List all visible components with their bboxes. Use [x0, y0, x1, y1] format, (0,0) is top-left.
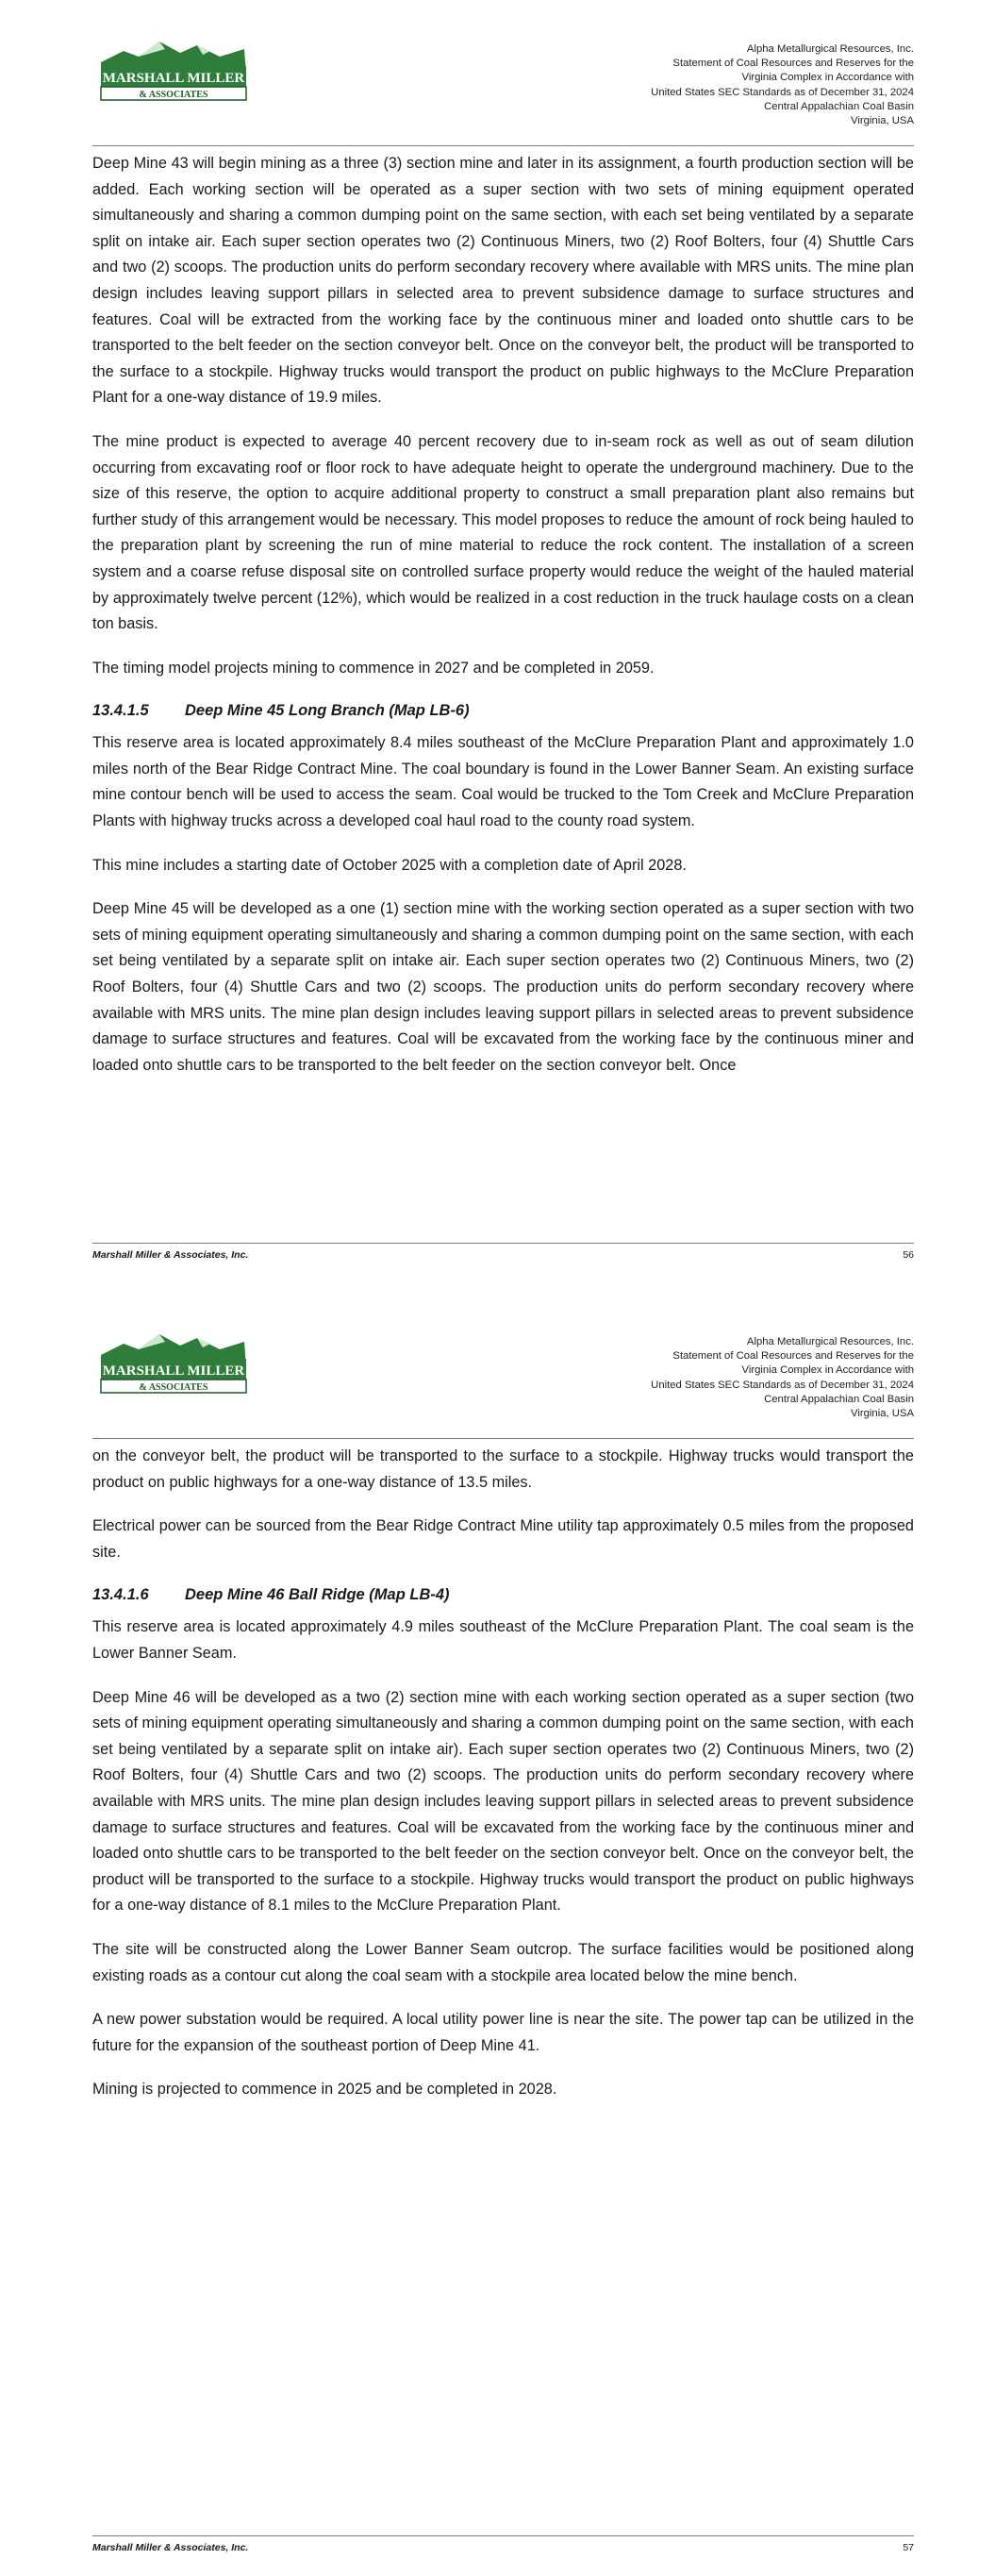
logo-line2: & ASSOCIATES: [139, 90, 208, 100]
header-line: Statement of Coal Resources and Reserves for the: [672, 58, 914, 70]
page-body: [92, 1444, 914, 2121]
paragraph: on the conveyor belt, the product will be transported to the surface to a stockpile. Highway trucks would transport the product on public highways for a one-way distance of 13.5 miles.: [92, 1447, 914, 1491]
footer-divider: [92, 2535, 914, 2536]
page-header: [651, 1335, 914, 1421]
paragraph: The site will be constructed along the Lower Banner Seam outcrop. The surface facilities would be positioned along existing roads as a contour cut along the coal seam with a stockpile area located below the mine bench.: [92, 1940, 914, 1984]
header-line: Virginia, USA: [851, 1408, 914, 1420]
header-line: Virginia, USA: [851, 115, 914, 127]
company-logo: [97, 34, 250, 106]
company-logo: [97, 1327, 250, 1398]
paragraph: A new power substation would be required. A local utility power line is near the site. The power tap can be utilized in the future for the expansion of the southeast portion of Deep Mine 41.: [92, 2011, 914, 2054]
paragraph: This reserve area is located approximately 8.4 miles southeast of the McClure Preparation Plant and approximately 1.0 miles north of the Bear Ridge Contract Mine. The coal boundary is found in the Lower Banner Seam. An existing surface mine contour bench will be used to access the seam. Coal would be trucked to the Tom Creek and McClure Preparation Plants with highway trucks across a developed coal haul road to the county road system.: [92, 734, 914, 830]
page-body: [92, 151, 914, 1096]
header-divider: [92, 145, 914, 146]
header-line: Central Appalachian Coal Basin: [764, 100, 914, 112]
paragraph: The timing model projects mining to commence in 2027 and be completed in 2059.: [92, 659, 655, 677]
header-line: Central Appalachian Coal Basin: [764, 1393, 914, 1405]
document-page: [0, 1293, 995, 2576]
paragraph: Mining is projected to commence in 2025 and be completed in 2028.: [92, 2081, 557, 2099]
page-number: 57: [903, 2542, 914, 2553]
header-line: Virginia Complex in Accordance with: [741, 72, 914, 84]
section-heading: [92, 1583, 914, 1606]
footer-firm-name: Marshall Miller & Associates, Inc.: [92, 1249, 249, 1261]
footer-divider: [92, 1243, 914, 1244]
document-page: [0, 0, 995, 1283]
section-heading: [92, 699, 914, 722]
paragraph: Deep Mine 43 will begin mining as a three (3) section mine and later in its assignment, a fourth production section will be added. Each working section will be operated as a super section with two sets of mining equipment operated simultaneously and sharing a common dumping point on the same section, with each set being ventilated by a separate split on intake air. Each super section operates two (2) Continuous Miners, two (2) Roof Bolters, four (4) Shuttle Cars and two (2) scoops. The production units do perform secondary recovery where available with MRS units. The mine plan design includes leaving support pillars in selected area to prevent subsidence damage to surface structures and features. Coal will be extracted from the working face by the continuous miner and loaded onto shuttle cars to be transported to the belt feeder on the section conveyor belt. Once on the conveyor belt, the product will be transported to the surface to a stockpile. Highway trucks would transport the product on public highways to the McClure Preparation Plant for a one-way distance of 19.9 miles.: [92, 155, 914, 407]
footer-firm-name: Marshall Miller & Associates, Inc.: [92, 2542, 249, 2553]
page-number: 56: [903, 1249, 914, 1261]
header-line: Virginia Complex in Accordance with: [741, 1364, 914, 1377]
header-divider: [92, 1438, 914, 1439]
paragraph: This mine includes a starting date of October 2025 with a completion date of April 2028.: [92, 856, 687, 874]
header-line: United States SEC Standards as of December 31, 2024: [651, 86, 914, 98]
section-number: 13.4.1.6: [92, 1586, 149, 1604]
logo-line2: & ASSOCIATES: [139, 1382, 208, 1393]
page-footer: [92, 2540, 914, 2555]
header-line: Alpha Metallurgical Resources, Inc.: [746, 43, 914, 55]
header-line: Alpha Metallurgical Resources, Inc.: [746, 1336, 914, 1347]
section-number: 13.4.1.5: [92, 702, 149, 720]
header-line: Statement of Coal Resources and Reserves for the: [672, 1350, 914, 1363]
logo-line1: MARSHALL MILLER: [102, 1363, 245, 1379]
section-title: Deep Mine 45 Long Branch (Map LB-6): [185, 702, 470, 720]
page-header: [651, 42, 914, 128]
page-footer: [92, 1247, 914, 1263]
paragraph: This reserve area is located approximately 4.9 miles southeast of the McClure Preparation Plant. The coal seam is the Lower Banner Seam.: [92, 1618, 914, 1662]
section-title: Deep Mine 46 Ball Ridge (Map LB-4): [185, 1586, 450, 1604]
logo-line1: MARSHALL MILLER: [102, 71, 245, 86]
paragraph: Electrical power can be sourced from the Bear Ridge Contract Mine utility tap approximately 0.5 miles from the proposed site.: [92, 1517, 914, 1561]
paragraph: Deep Mine 46 will be developed as a two (2) section mine with each working section operated as a super section (two sets of mining equipment operating simultaneously and sharing a common dumping point on the same section, with each set being ventilated by a separate split on intake air). Each super section operates two (2) Continuous Miners, two (2) Roof Bolters, four (4) Shuttle Cars and two (2) scoops. The production units do perform secondary recovery where available with MRS units. The mine plan design includes leaving support pillars in selected areas to prevent subsidence damage to surface structures and features. Coal will be excavated from the working face by the continuous miner and loaded onto shuttle cars to be transported to the belt feeder on the section conveyor belt. Once on the conveyor belt, the product will be transported to the surface to a stockpile. Highway trucks would transport the product on public highways for a one-way distance of 8.1 miles to the McClure Preparation Plant.: [92, 1688, 914, 1915]
paragraph: Deep Mine 45 will be developed as a one (1) section mine with the working section operated as a super section with two sets of mining equipment operating simultaneously and sharing a common dumping point on the same section, with each set being ventilated by a separate split on intake air. Each super section operates two (2) Continuous Miners, two (2) Roof Bolters, four (4) Shuttle Cars and two (2) scoops. The production units do perform secondary recovery where available with MRS units. The mine plan design includes leaving support pillars in selected areas to prevent subsidence damage to surface structures and features. Coal will be excavated from the working face by the continuous miner and loaded onto shuttle cars to be transported to the belt feeder on the section conveyor belt. Once: [92, 900, 914, 1074]
header-line: United States SEC Standards as of December 31, 2024: [651, 1379, 914, 1391]
paragraph: The mine product is expected to average 40 percent recovery due to in-seam rock as well as out of seam dilution occurring from excavating roof or floor rock to have adequate height to operate the underground machinery. Due to the size of this reserve, the option to acquire additional property to construct a small preparation plant also remains but further study of this arrangement would be necessary. This model proposes to reduce the amount of rock being hauled to the preparation plant by screening the run of mine material to reduce the rock content. The installation of a screen system and a coarse refuse disposal site on controlled surface property would reduce the weight of the hauled material by approximately twelve percent (12%), which would be realized in a cost reduction in the truck haulage costs on a clean ton basis.: [92, 432, 914, 633]
